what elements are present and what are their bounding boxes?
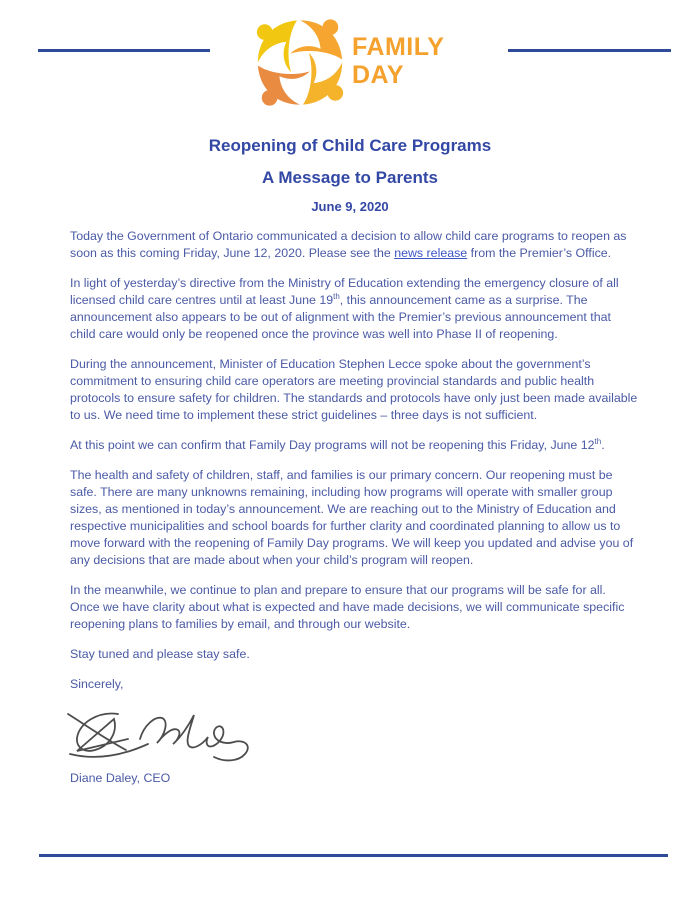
paragraph-3: During the announcement, Minister of Education Stephen Lecce spoke about the government’s commitment to ensuring child care operators are meeting provincial standards and public health protocols to ensure safety for children. The standards and protocols have only just been made available to us. We need time to implement these strict guidelines – three days is not sufficient. [70,357,638,422]
letter-date: June 9, 2020 [311,199,389,214]
family-day-logo-icon [251,13,349,112]
paragraph-5: The health and safety of children, staff, and families is our primary concern. Our reopening must be safe. There are many unknowns remaining, including how programs will operate with smaller group sizes, as mentioned in today’s announcement. We are reaching out to the Ministry of Education and respective municipalities and school boards for further clarity and coordinated planning to allow us to move forward with the reopening of Family Day programs. We will keep you updated and advise you of any decisions that are made about when your child’s program will reopen. [70,468,634,567]
wordmark-line1: FAMILY [352,33,445,61]
wordmark-line2: DAY [352,61,404,89]
closing-line: Sincerely, [70,677,124,691]
paragraph-4 [70,437,638,454]
paragraph-4-text-after: . [601,438,605,452]
letter-subtitle: A Message to Parents [261,168,439,187]
header-rule-right [508,49,671,52]
paragraph-4-text: At this point we can confirm that Family Day programs will not be reopening this Friday, June 12 [70,438,595,452]
paragraph-2-text-after: , this announcement came as a surprise. The announcement also appears to be out of alignment with the Premier’s previous announcement that child care would only be reopened once the province was well into Phase II of reopening. [70,293,611,341]
paragraph-7: Stay tuned and please stay safe. [70,647,250,661]
paragraph-2-text: In light of yesterday’s directive from the Ministry of Education extending the emergency closure of all licensed child care centres until at least June 19 [70,276,619,307]
paragraph-2-superscript: th [333,291,340,301]
header-rule-left [38,49,210,52]
paragraph-1-text: Today the Government of Ontario communicated a decision to allow child care programs to reopen as soon as this coming Friday, June 12, 2020. Please see the [70,229,627,260]
signer-name: Diane Daley, CEO [70,771,171,785]
news-release-link[interactable]: news release [394,246,468,260]
footer-rule [39,854,668,857]
letter-body [70,228,638,800]
paragraph-2 [70,275,638,343]
letter-title: Reopening of Child Care Programs [208,136,492,155]
handwritten-signature [64,706,274,764]
paragraph-6: In the meanwhile, we continue to plan and prepare to ensure that our programs will be safe for all. Once we have clarity about what is expected and have made decisions, we will communicate specific reopening plans to families by email, and through our website. [70,583,625,631]
paragraph-1 [70,228,638,262]
paragraph-1-text-after: from the Premier’s Office. [467,246,612,260]
paragraph-4-superscript: th [594,436,602,446]
family-day-wordmark [352,33,444,89]
